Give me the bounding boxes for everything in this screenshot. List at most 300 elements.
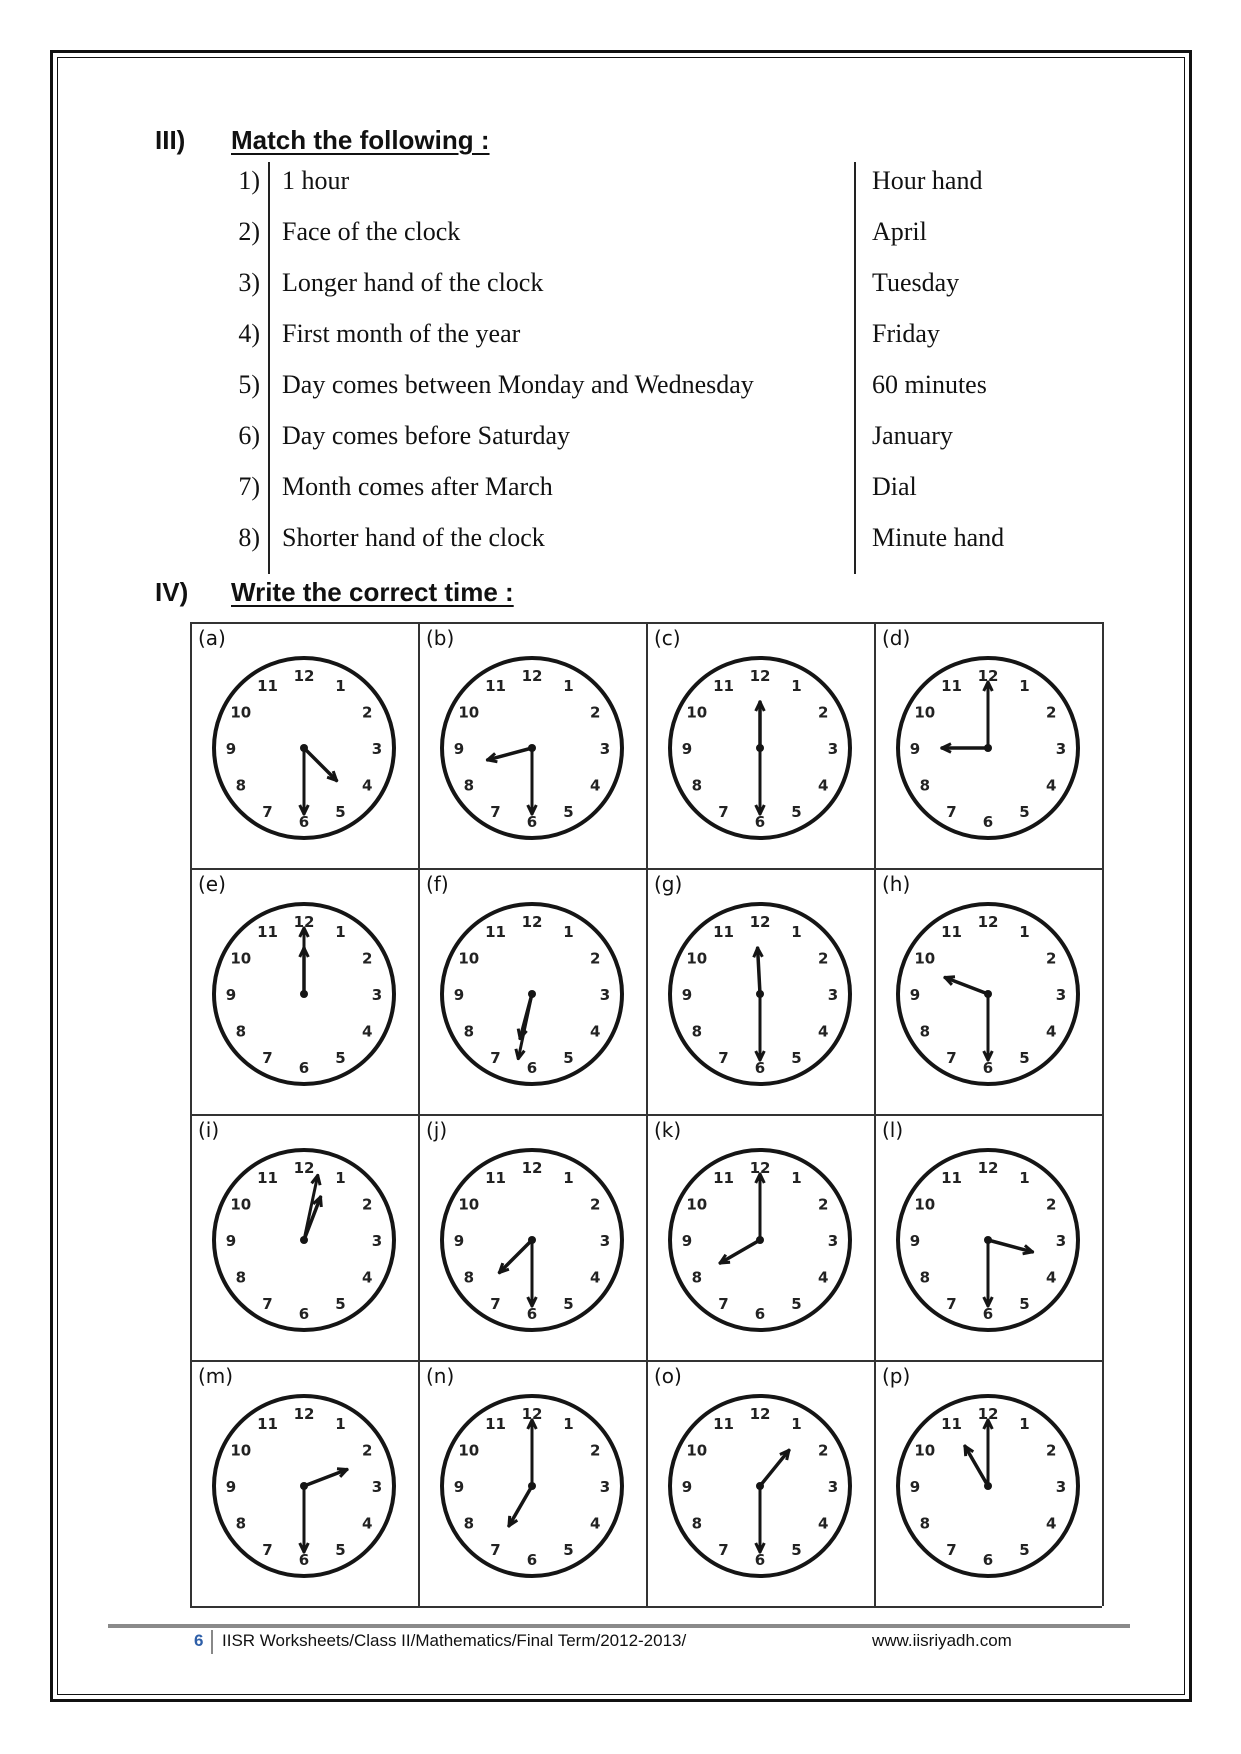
clock-number: 7 [262, 1295, 273, 1314]
clock-number: 10 [458, 1195, 480, 1214]
clock-number: 2 [361, 1195, 373, 1214]
clock-number: 7 [490, 1541, 501, 1560]
match-row [222, 311, 1042, 363]
clock-number: 9 [225, 986, 237, 1004]
clock-number: 1 [335, 922, 346, 941]
clock-number: 2 [1045, 703, 1057, 722]
clock-number: 12 [293, 913, 315, 931]
clock-number: 1 [791, 922, 802, 941]
clock-center [984, 990, 992, 998]
clock-number: 5 [791, 1295, 802, 1314]
clock-number: 7 [946, 1541, 957, 1560]
clock-number: 2 [817, 1441, 829, 1460]
hour-hand [965, 1446, 988, 1486]
clock-face [888, 1136, 1088, 1350]
match-row-number: 6) [238, 421, 260, 450]
clock-face [660, 1136, 860, 1350]
clock-number: 10 [458, 949, 480, 968]
clock-number: 8 [463, 1268, 475, 1287]
clock-face [204, 890, 404, 1104]
match-row [222, 515, 1042, 567]
match-row [222, 158, 1042, 210]
clock-number: 3 [371, 740, 383, 758]
clock-number: 4 [1045, 1268, 1057, 1287]
clock-number: 10 [914, 1441, 936, 1460]
clock-number: 10 [230, 1195, 252, 1214]
clock-number: 10 [458, 1441, 480, 1460]
grid-line-vertical [1102, 622, 1104, 1606]
clock-number: 11 [713, 1168, 734, 1187]
clock-face [432, 644, 632, 858]
clock-number: 3 [371, 1232, 383, 1250]
match-row-right: 60 minutes [872, 370, 987, 399]
clock-number: 5 [791, 803, 802, 822]
clock-center [984, 1482, 992, 1490]
clock-label: (l) [882, 1118, 904, 1142]
clock-center [756, 1236, 764, 1244]
clock-number: 8 [235, 1022, 247, 1041]
clock-number: 8 [919, 1268, 931, 1287]
clock-center [756, 1482, 764, 1490]
clock-number: 12 [749, 667, 771, 685]
clock-face [888, 1382, 1088, 1596]
clock-grid [190, 622, 1102, 1608]
clock-number: 1 [563, 1168, 574, 1187]
clock-center [756, 990, 764, 998]
clock-number: 5 [563, 1295, 574, 1314]
clock-number: 3 [1055, 1478, 1067, 1496]
clock-cell [874, 1360, 1102, 1606]
clock-cell [418, 868, 646, 1114]
match-row-right: Tuesday [872, 268, 960, 297]
match-row-right: April [872, 217, 927, 246]
clock-number: 4 [1045, 1022, 1057, 1041]
clock-number: 5 [791, 1049, 802, 1068]
clock-face [888, 890, 1088, 1104]
match-row-number: 4) [238, 319, 260, 348]
clock-number: 2 [817, 949, 829, 968]
clock-cell [418, 622, 646, 868]
clock-number: 10 [686, 703, 708, 722]
clock-number: 9 [453, 1478, 465, 1496]
clock-number: 4 [589, 1022, 601, 1041]
clock-number: 11 [713, 922, 734, 941]
clock-number: 8 [235, 776, 247, 795]
clock-number: 2 [589, 1441, 601, 1460]
clock-number: 3 [1055, 986, 1067, 1004]
match-row-left: Face of the clock [282, 217, 461, 246]
clock-number: 5 [1019, 803, 1030, 822]
match-row-left: Day comes before Saturday [282, 421, 571, 450]
clock-number: 1 [335, 1414, 346, 1433]
match-row-number: 5) [238, 370, 260, 399]
clock-number: 1 [335, 1168, 346, 1187]
hour-hand [945, 978, 988, 995]
clock-number: 8 [691, 1022, 703, 1041]
clock-number: 6 [982, 1551, 994, 1569]
clock-number: 4 [361, 1268, 373, 1287]
clock-face [204, 1382, 404, 1596]
hour-hand [500, 1240, 533, 1273]
clock-cell [646, 622, 874, 868]
clock-number: 9 [453, 740, 465, 758]
match-row-number: 1) [238, 166, 260, 195]
clock-number: 6 [982, 1059, 994, 1077]
match-row-left: First month of the year [282, 319, 521, 348]
clock-number: 5 [335, 1049, 346, 1068]
clock-label: (m) [198, 1364, 234, 1388]
clock-number: 10 [914, 703, 936, 722]
clock-number: 3 [827, 986, 839, 1004]
clock-cell [874, 868, 1102, 1114]
clock-number: 7 [262, 803, 273, 822]
clock-number: 4 [817, 1514, 829, 1533]
hour-hand [304, 748, 337, 781]
clock-number: 9 [681, 986, 693, 1004]
clock-number: 4 [1045, 776, 1057, 795]
clock-number: 11 [713, 676, 734, 695]
clock-number: 2 [589, 703, 601, 722]
clock-number: 3 [1055, 1232, 1067, 1250]
clock-number: 9 [453, 986, 465, 1004]
clock-label: (i) [198, 1118, 220, 1142]
clock-number: 7 [490, 1295, 501, 1314]
match-row-number: 2) [238, 217, 260, 246]
clock-number: 11 [257, 1168, 278, 1187]
clock-number: 6 [298, 1551, 310, 1569]
clock-face [660, 890, 860, 1104]
clock-number: 11 [485, 1168, 506, 1187]
match-row-right: Minute hand [872, 523, 1005, 552]
clock-number: 2 [1045, 1195, 1057, 1214]
clock-number: 4 [817, 1268, 829, 1287]
clock-cell [190, 1360, 418, 1606]
hour-hand [758, 948, 760, 994]
clock-number: 9 [225, 1232, 237, 1250]
clock-number: 4 [817, 1022, 829, 1041]
clock-center [300, 744, 308, 752]
clock-number: 1 [563, 922, 574, 941]
clock-number: 6 [526, 813, 538, 831]
clock-number: 11 [485, 676, 506, 695]
clock-number: 12 [293, 667, 315, 685]
clock-number: 10 [686, 949, 708, 968]
clock-cell [418, 1114, 646, 1360]
match-row-right: Friday [872, 319, 940, 348]
clock-number: 11 [257, 922, 278, 941]
clock-number: 9 [225, 1478, 237, 1496]
grid-line-horizontal [190, 1606, 1102, 1608]
clock-number: 7 [718, 803, 729, 822]
clock-number: 12 [293, 1159, 315, 1177]
clock-face [660, 1382, 860, 1596]
clock-number: 12 [749, 913, 771, 931]
clock-face [432, 1382, 632, 1596]
clock-number: 10 [230, 703, 252, 722]
clock-number: 5 [563, 1541, 574, 1560]
clock-number: 8 [691, 776, 703, 795]
clock-label: (f) [426, 872, 449, 896]
clock-number: 8 [235, 1514, 247, 1533]
clock-number: 9 [681, 1232, 693, 1250]
clock-center [984, 1236, 992, 1244]
match-row [222, 209, 1042, 261]
match-row-left: Longer hand of the clock [282, 268, 544, 297]
clock-number: 12 [293, 1405, 315, 1423]
clock-number: 2 [1045, 1441, 1057, 1460]
clock-label: (k) [654, 1118, 682, 1142]
clock-number: 8 [691, 1514, 703, 1533]
clock-cell [874, 622, 1102, 868]
clock-number: 11 [485, 922, 506, 941]
clock-number: 2 [361, 703, 373, 722]
clock-number: 7 [262, 1541, 273, 1560]
clock-number: 7 [262, 1049, 273, 1068]
clock-number: 4 [1045, 1514, 1057, 1533]
clock-number: 11 [941, 1414, 962, 1433]
clock-number: 12 [521, 667, 543, 685]
clock-number: 1 [1019, 922, 1030, 941]
hour-hand [720, 1240, 760, 1263]
clock-number: 9 [909, 1478, 921, 1496]
match-row [222, 362, 1042, 414]
clock-number: 6 [754, 1305, 766, 1323]
clock-number: 1 [1019, 1414, 1030, 1433]
clock-center [756, 744, 764, 752]
clock-label: (a) [198, 626, 226, 650]
clock-cell [418, 1360, 646, 1606]
clock-number: 5 [335, 1541, 346, 1560]
clock-cell [190, 1114, 418, 1360]
clock-number: 2 [589, 949, 601, 968]
clock-number: 2 [361, 949, 373, 968]
clock-center [300, 1482, 308, 1490]
footer-separator [211, 1630, 213, 1654]
clock-number: 9 [453, 1232, 465, 1250]
clock-number: 9 [681, 1478, 693, 1496]
clock-number: 6 [526, 1305, 538, 1323]
clock-number: 1 [563, 676, 574, 695]
clock-number: 9 [909, 740, 921, 758]
clock-label: (b) [426, 626, 455, 650]
clock-number: 10 [458, 703, 480, 722]
clock-number: 8 [463, 776, 475, 795]
clock-number: 8 [919, 1514, 931, 1533]
clock-number: 6 [982, 813, 994, 831]
clock-number: 9 [909, 986, 921, 1004]
clock-number: 4 [361, 1022, 373, 1041]
clock-number: 12 [977, 667, 999, 685]
clock-number: 2 [361, 1441, 373, 1460]
match-row-left: Day comes between Monday and Wednesday [282, 370, 754, 399]
clock-number: 5 [1019, 1049, 1030, 1068]
clock-number: 3 [371, 1478, 383, 1496]
clock-cell [190, 622, 418, 868]
clock-center [528, 1236, 536, 1244]
clock-cell [646, 1360, 874, 1606]
clock-cell [190, 868, 418, 1114]
clock-number: 11 [257, 1414, 278, 1433]
clock-number: 3 [599, 740, 611, 758]
clock-label: (n) [426, 1364, 455, 1388]
clock-number: 1 [1019, 676, 1030, 695]
clock-number: 2 [589, 1195, 601, 1214]
match-row [222, 413, 1042, 465]
clock-number: 3 [827, 1232, 839, 1250]
minute-hand [518, 994, 532, 1059]
clock-number: 1 [791, 1168, 802, 1187]
match-row-right: January [872, 421, 953, 450]
match-row-left: Month comes after March [282, 472, 553, 501]
clock-number: 5 [1019, 1541, 1030, 1560]
match-row-number: 7) [238, 472, 260, 501]
clock-number: 3 [1055, 740, 1067, 758]
clock-number: 12 [977, 1159, 999, 1177]
footer-rule [108, 1624, 1130, 1628]
clock-number: 2 [817, 1195, 829, 1214]
clock-cell [646, 1114, 874, 1360]
clock-number: 12 [749, 1405, 771, 1423]
clock-number: 9 [681, 740, 693, 758]
match-row-right: Hour hand [872, 166, 983, 195]
clock-number: 3 [827, 740, 839, 758]
clock-number: 10 [686, 1195, 708, 1214]
clock-number: 12 [521, 1405, 543, 1423]
clock-number: 6 [526, 1551, 538, 1569]
clock-number: 10 [914, 1195, 936, 1214]
clock-number: 12 [521, 913, 543, 931]
clock-number: 12 [521, 1159, 543, 1177]
clock-number: 7 [718, 1049, 729, 1068]
clock-number: 7 [946, 1049, 957, 1068]
clock-number: 6 [754, 1059, 766, 1077]
clock-number: 4 [589, 776, 601, 795]
section-3-title: Match the following : [231, 125, 490, 155]
match-row-number: 8) [238, 523, 260, 552]
clock-number: 5 [335, 803, 346, 822]
clock-number: 11 [257, 676, 278, 695]
match-row-left: Shorter hand of the clock [282, 523, 545, 552]
clock-number: 6 [298, 1059, 310, 1077]
clock-face [204, 1136, 404, 1350]
clock-center [300, 1236, 308, 1244]
clock-number: 1 [791, 676, 802, 695]
clock-number: 4 [817, 776, 829, 795]
footer-page-number: 6 [194, 1631, 204, 1650]
clock-number: 11 [941, 676, 962, 695]
clock-cell [646, 868, 874, 1114]
clock-number: 8 [919, 1022, 931, 1041]
clock-number: 8 [463, 1022, 475, 1041]
clock-face [432, 1136, 632, 1350]
clock-number: 11 [485, 1414, 506, 1433]
clock-face [660, 644, 860, 858]
clock-face [432, 890, 632, 1104]
clock-label: (j) [426, 1118, 448, 1142]
clock-label: (e) [198, 872, 226, 896]
clock-number: 7 [946, 803, 957, 822]
match-row [222, 260, 1042, 312]
clock-number: 7 [490, 803, 501, 822]
clock-number: 4 [589, 1514, 601, 1533]
clock-number: 5 [1019, 1295, 1030, 1314]
footer-path: IISR Worksheets/Class II/Mathematics/Final Term/2012-2013/ [222, 1631, 687, 1650]
clock-number: 4 [589, 1268, 601, 1287]
clock-number: 1 [1019, 1168, 1030, 1187]
match-row-right: Dial [872, 472, 917, 501]
clock-number: 3 [827, 1478, 839, 1496]
clock-number: 12 [977, 913, 999, 931]
clock-number: 6 [298, 813, 310, 831]
clock-number: 3 [599, 986, 611, 1004]
clock-label: (h) [882, 872, 911, 896]
clock-number: 8 [919, 776, 931, 795]
clock-number: 12 [977, 1405, 999, 1423]
hour-hand [509, 1486, 532, 1526]
clock-number: 1 [791, 1414, 802, 1433]
clock-face [204, 644, 404, 858]
clock-number: 7 [718, 1541, 729, 1560]
clock-number: 5 [563, 1049, 574, 1068]
clock-number: 8 [691, 1268, 703, 1287]
clock-number: 12 [749, 1159, 771, 1177]
clock-number: 3 [371, 986, 383, 1004]
hour-hand [760, 1450, 789, 1486]
clock-number: 7 [946, 1295, 957, 1314]
clock-number: 6 [982, 1305, 994, 1323]
clock-label: (g) [654, 872, 683, 896]
clock-label: (c) [654, 626, 681, 650]
clock-number: 2 [1045, 949, 1057, 968]
clock-number: 6 [298, 1305, 310, 1323]
clock-number: 1 [563, 1414, 574, 1433]
clock-number: 10 [686, 1441, 708, 1460]
clock-center [528, 990, 536, 998]
clock-number: 5 [791, 1541, 802, 1560]
clock-center [300, 990, 308, 998]
clock-number: 6 [526, 1059, 538, 1077]
clock-number: 11 [941, 1168, 962, 1187]
match-row-left: 1 hour [282, 166, 350, 195]
section-4-title: Write the correct time : [231, 577, 514, 607]
clock-number: 5 [563, 803, 574, 822]
clock-number: 2 [817, 703, 829, 722]
clock-number: 7 [718, 1295, 729, 1314]
clock-label: (o) [654, 1364, 682, 1388]
section-4-number: IV) [155, 577, 189, 607]
clock-number: 3 [599, 1478, 611, 1496]
clock-number: 1 [335, 676, 346, 695]
clock-number: 9 [225, 740, 237, 758]
clock-number: 3 [599, 1232, 611, 1250]
clock-center [528, 1482, 536, 1490]
clock-number: 6 [754, 1551, 766, 1569]
match-row-number: 3) [238, 268, 260, 297]
clock-center [984, 744, 992, 752]
section-3-number: III) [155, 125, 186, 155]
clock-center [528, 744, 536, 752]
clock-number: 5 [335, 1295, 346, 1314]
clock-number: 6 [754, 813, 766, 831]
hour-hand [304, 1470, 347, 1487]
clock-number: 10 [230, 949, 252, 968]
clock-number: 7 [490, 1049, 501, 1068]
clock-number: 8 [235, 1268, 247, 1287]
clock-label: (p) [882, 1364, 911, 1388]
clock-number: 10 [230, 1441, 252, 1460]
clock-number: 4 [361, 776, 373, 795]
clock-face [888, 644, 1088, 858]
